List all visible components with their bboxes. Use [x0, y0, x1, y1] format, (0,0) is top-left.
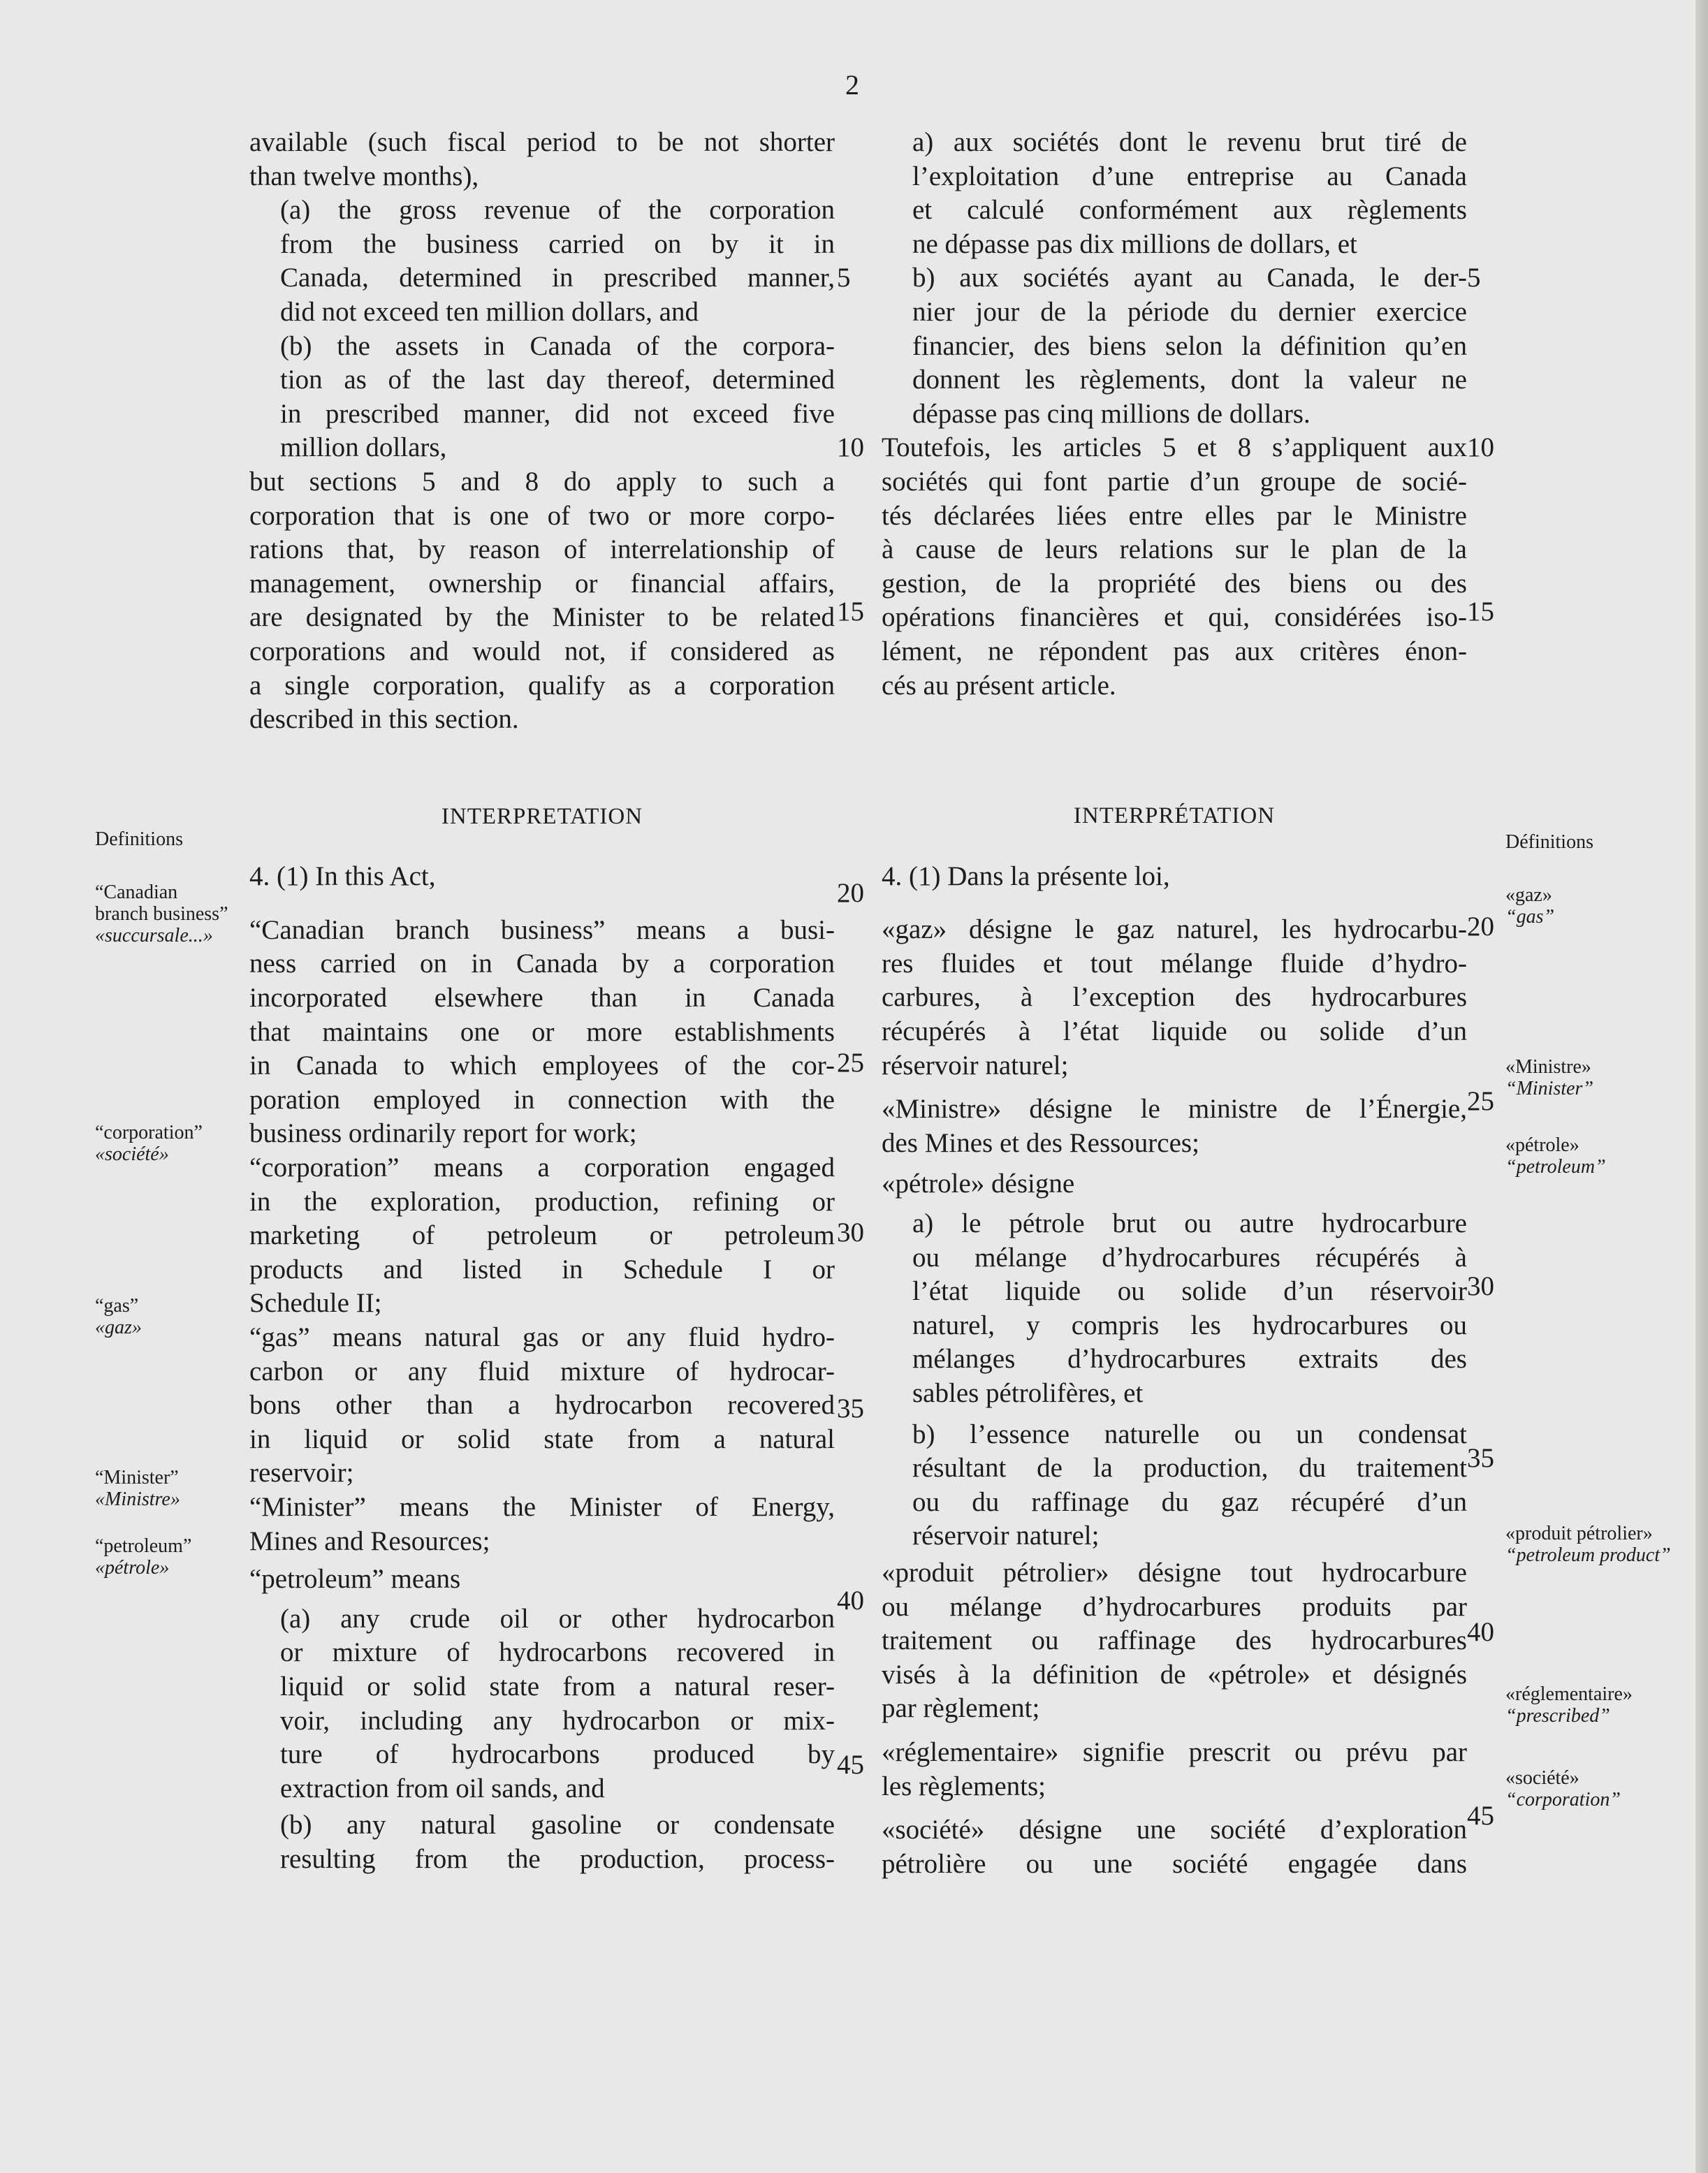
en-petroleum-a: (a) any crude oil or other hydrocarbon or mixture of hydrocarbons recovered in liquid or solid state from a natural reser- voir, including any hydrocarbon or mix- ture of hydrocarbons produced by extraction from oil sands, and: [280, 1603, 835, 1803]
line-number: 45: [837, 1750, 864, 1780]
en-petroleum-b: (b) any natural gasoline or condensate resulting from the production, process-: [280, 1810, 835, 1874]
en-def-canadian-branch: “Canadian branch business” means a busi- ness carried on in Canada by a corporation incorporated elsewhere than in Canada that maintains one or more establishments in Canada to which employees of the cor- poration employed in connection with the business ordinarily report for work;: [249, 914, 835, 1149]
fr-def-produit-petrolier: «produit pétrolier» désigne tout hydrocarbure ou mélange d’hydrocarbures produits par traitement ou raffinage des hydrocarbures visés à la définition de «pétrole» et désignés par règlement;: [882, 1557, 1467, 1724]
margin-note-societe: «société» “corporation”: [1505, 1767, 1621, 1810]
fr-petrole-a: a) le pétrole brut ou autre hydrocarbure ou mélange d’hydrocarbures récupérés à l’état liquide ou solide d’un réservoir naturel, y compris les hydrocarbures ou mélanges d’hydrocarbures extraits des sables pétrolifères, et: [912, 1208, 1467, 1408]
margin-note-corporation: “corporation” «société»: [95, 1122, 203, 1165]
fr-def-societe: «société» désigne une société d’exploration pétrolière ou une société engagée dans: [882, 1815, 1467, 1879]
fr-para-a: a) aux sociétés dont le revenu brut tiré de l’exploitation d’une entreprise au Canada et calculé conformément aux règlements ne dépasse pas dix millions de dollars, et: [912, 127, 1467, 259]
margin-note-gas: “gas” «gaz»: [95, 1295, 142, 1338]
line-number: 5: [837, 263, 851, 293]
fr-para-b: b) aux sociétés ayant au Canada, le der- nier jour de la période du dernier exercice financier, des biens selon la définition qu’en donnent les règlements, dont la valeur ne dépasse pas cinq millions de dollars.: [912, 263, 1467, 429]
en-para-a: (a) the gross revenue of the corporation from the business carried on by it in Canada, determined in prescribed manner, did not exceed ten million dollars, and: [280, 195, 835, 327]
line-number: 20: [1467, 912, 1494, 942]
fr-def-gaz: «gaz» désigne le gaz naturel, les hydrocarbu- res fluides et tout mélange fluide d’hydro- carbures, à l’exception des hydrocarbures récupérés à l’état liquide ou solide d’un réservoir naturel;: [882, 914, 1467, 1081]
line-number: 40: [1467, 1617, 1494, 1647]
margin-note-minister: “Minister” «Ministre»: [95, 1467, 180, 1510]
page-edge: [1695, 0, 1708, 2173]
fr-def-petrole: «pétrole» désigne: [882, 1169, 1075, 1199]
en-def-corporation: “corporation” means a corporation engaged in the exploration, production, refining or marketing of petroleum or petroleum products and listed in Schedule I or Schedule II;: [249, 1153, 835, 1319]
line-number: 10: [1467, 432, 1494, 462]
line-number: 25: [837, 1048, 864, 1078]
margin-note-ministre: «Ministre» “Minister”: [1505, 1056, 1594, 1099]
en-def-petroleum: “petroleum” means: [249, 1564, 461, 1595]
margin-note-gaz: «gaz» “gas”: [1505, 884, 1555, 928]
french-column: [882, 126, 1467, 1881]
line-number: 30: [1467, 1271, 1494, 1301]
margin-note-petroleum: “petroleum” «pétrole»: [95, 1535, 192, 1579]
english-column: [249, 126, 835, 1877]
margin-note-definitions-fr: Définitions: [1505, 831, 1593, 853]
en-def-minister: “Minister” means the Minister of Energy, Mines and Resources;: [249, 1491, 835, 1556]
line-number: 20: [837, 878, 864, 908]
fr-def-ministre: «Ministre» désigne le ministre de l’Énergie, des Mines et des Ressources;: [882, 1094, 1467, 1158]
line-number: 35: [837, 1393, 864, 1424]
line-number: 15: [1467, 597, 1494, 627]
fr-heading: INTERPRÉTATION: [1073, 803, 1276, 829]
line-number: 40: [837, 1586, 864, 1616]
fr-def-reglementaire: «réglementaire» signifie prescrit ou prévu par les règlements;: [882, 1736, 1467, 1801]
margin-note-petrole: «pétrole» “petroleum”: [1505, 1134, 1606, 1178]
line-number: 45: [1467, 1801, 1494, 1831]
en-def-gas: “gas” means natural gas or any fluid hydro- carbon or any fluid mixture of hydrocar- bons other than a hydrocarbon recovered in liquid or solid state from a natural reservoir;: [249, 1322, 835, 1488]
margin-note-reglementaire: «réglementaire» “prescribed”: [1505, 1683, 1633, 1727]
margin-note-produit-petrolier: «produit pétrolier» “petroleum product”: [1505, 1523, 1671, 1566]
line-number: 35: [1467, 1443, 1494, 1473]
en-but-clause: but sections 5 and 8 do apply to such a corporation that is one of two or more corpo- rations that, by reason of interrelationship of management, ownership or financial affairs, are designated by the Minister to be related corporations and would not, if considered as a single corporation, qualify as a corporation described in this section.: [249, 466, 835, 735]
en-heading: INTERPRETATION: [441, 803, 643, 829]
line-number: 15: [837, 597, 864, 627]
en-continuation: available (such fiscal period to be not shorter than twelve months),: [249, 127, 835, 191]
fr-toutefois: Toutefois, les articles 5 et 8 s’appliquent aux sociétés qui font partie d’un groupe de socié- tés déclarées liées entre elles par le Ministre à cause de leurs relations sur le plan de la gestion, de la propriété des biens ou des opérations financières et qui, considérées iso- lément, ne répondent pas aux critères énon- cés au présent article.: [882, 432, 1467, 701]
en-section-intro: 4. (1) In this Act,: [249, 861, 436, 892]
fr-petrole-b: b) l’essence naturelle ou un condensat résultant de la production, du traitement ou du raffinage du gaz récupéré d’un réservoir naturel;: [912, 1419, 1467, 1551]
margin-note-canadian-branch: “Canadian branch business” «succursale...»: [95, 881, 228, 946]
fr-section-intro: 4. (1) Dans la présente loi,: [882, 861, 1170, 891]
line-number: 5: [1467, 263, 1481, 293]
line-number: 10: [837, 432, 864, 462]
margin-note-definitions: Definitions: [95, 828, 183, 850]
line-number: 25: [1467, 1086, 1494, 1116]
page-number: 2: [845, 69, 859, 101]
en-para-b: (b) the assets in Canada of the corpora- tion as of the last day thereof, determined in prescribed manner, did not exceed five million dollars,: [280, 330, 835, 463]
line-number: 30: [837, 1217, 864, 1248]
